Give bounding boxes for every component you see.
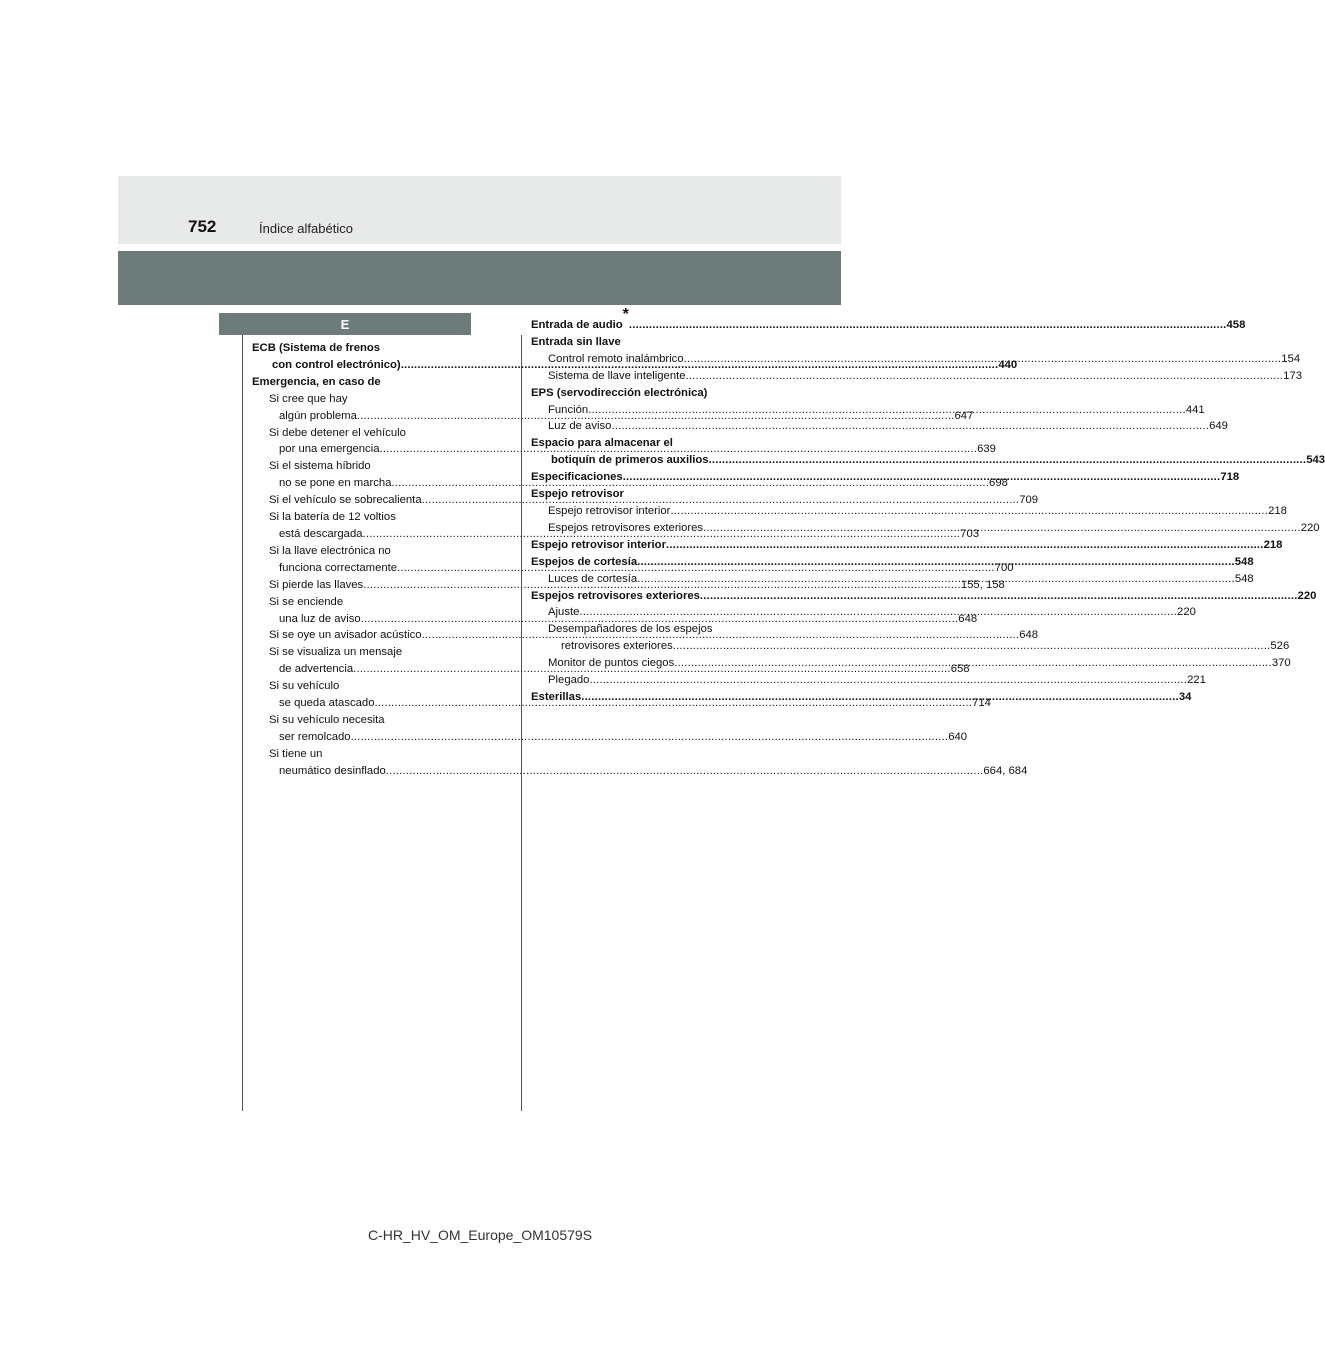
document-footer: C-HR_HV_OM_Europe_OM10579S xyxy=(367,1227,593,1243)
index-entry-term: de advertencia xyxy=(279,663,354,676)
index-entry-page[interactable]: 703 xyxy=(960,527,980,540)
index-entry-page[interactable]: 647 xyxy=(954,409,974,422)
index-heading: Si tiene un xyxy=(269,747,323,760)
index-entry-page[interactable]: 173 xyxy=(1283,369,1303,382)
index-heading: Si se visualiza un mensaje xyxy=(269,646,403,659)
dot-leader xyxy=(637,571,1235,588)
index-entry-term: Si se oye un avisador acústico xyxy=(269,629,422,642)
index-entry-term: con control electrónico) xyxy=(272,358,401,371)
dot-leader xyxy=(589,672,1187,689)
index-entry-page[interactable]: 640 xyxy=(948,730,968,743)
index-entry-page[interactable]: 440 xyxy=(998,358,1018,371)
index-entry-page[interactable]: 700 xyxy=(994,561,1014,574)
dot-leader xyxy=(703,520,1301,537)
index-entry-term: Espejos retrovisores exteriores xyxy=(531,589,700,602)
index-entry-page[interactable]: 548 xyxy=(1234,555,1254,568)
page-title: Índice alfabético xyxy=(259,221,353,236)
dot-leader xyxy=(629,317,1227,334)
index-entry-term: no se pone en marcha xyxy=(279,477,392,490)
section-letter-bar xyxy=(219,313,471,335)
index-entry xyxy=(531,672,1206,689)
index-entry-term: Plegado xyxy=(548,674,590,687)
index-entry xyxy=(531,306,1246,334)
dot-leader xyxy=(673,638,1271,655)
index-entry-page[interactable]: 639 xyxy=(977,443,996,456)
index-entry-page[interactable]: 658 xyxy=(950,663,970,676)
index-entry-term: retrovisores exteriores xyxy=(561,640,673,653)
index-entry-page[interactable]: 220 xyxy=(1177,606,1196,619)
index-heading: EPS (servodirección electrónica) xyxy=(531,386,708,399)
index-heading: Si su vehículo necesita xyxy=(269,713,385,726)
index-entry-term: Espejos de cortesía xyxy=(531,555,638,568)
index-entry-page[interactable]: 664, 684 xyxy=(983,764,1028,777)
index-entry-term: Luz de aviso xyxy=(548,420,612,433)
index-entry-term: Control remoto inalámbrico xyxy=(548,352,684,365)
index-entry-page[interactable]: 221 xyxy=(1187,674,1206,687)
index-heading: Si debe detener el vehículo xyxy=(269,426,406,439)
index-entry-term: una luz de aviso xyxy=(279,612,361,625)
index-entry-term: por una emergencia xyxy=(279,443,380,456)
index-entry-term: algún problema xyxy=(279,409,357,422)
index-heading: Entrada sin llave xyxy=(531,335,621,348)
index-entry-term: botiquín de primeros auxilios xyxy=(551,454,709,467)
index-entry-page[interactable]: 548 xyxy=(1234,572,1254,585)
index-entry-term: neumático desinflado xyxy=(279,764,386,777)
dot-leader xyxy=(581,689,1179,706)
index-entry-term: Si el vehículo se sobrecalienta xyxy=(269,494,422,507)
index-entry-term: Espejos retrovisores exteriores xyxy=(548,521,704,534)
index-entry-term: Espejo retrovisor interior xyxy=(531,538,666,551)
index-heading: Si la llave electrónica no xyxy=(269,544,391,557)
header-top-bar xyxy=(118,176,841,244)
dot-leader xyxy=(674,655,1272,672)
index-entry-term: Ajuste xyxy=(548,606,580,619)
index-entry xyxy=(252,763,1028,780)
index-entry-page[interactable]: 155, 158 xyxy=(960,578,1005,591)
dot-leader xyxy=(700,588,1298,605)
index-heading: ECB (Sistema de frenos xyxy=(252,342,381,354)
index-heading: Si cree que hay xyxy=(269,392,348,405)
index-heading: Desempañadores de los espejos xyxy=(548,623,713,636)
index-entry-page[interactable]: 220 xyxy=(1300,521,1320,534)
index-entry xyxy=(531,537,1283,554)
index-heading: Si el sistema híbrido xyxy=(269,460,371,473)
index-entry-page[interactable]: 543 xyxy=(1306,454,1325,467)
dot-leader xyxy=(611,418,1209,435)
dot-leader xyxy=(686,368,1284,385)
dot-leader xyxy=(386,763,984,780)
index-entry xyxy=(531,418,1228,435)
index-entry-page[interactable]: 526 xyxy=(1270,640,1290,653)
index-heading: Emergencia, en caso de xyxy=(252,375,381,388)
index-entry-page[interactable]: 218 xyxy=(1268,504,1287,517)
index-entry-term: Luces de cortesía xyxy=(548,572,638,585)
index-entry-page[interactable]: 370 xyxy=(1271,657,1291,670)
index-entry-page[interactable]: 458 xyxy=(1226,319,1246,331)
header-band xyxy=(118,251,841,305)
dot-leader xyxy=(351,729,949,746)
index-entry-page[interactable]: 698 xyxy=(989,477,1008,490)
index-entry-page[interactable]: 648 xyxy=(958,612,978,625)
left-column-divider xyxy=(242,335,243,1111)
index-entry-page[interactable]: 714 xyxy=(972,697,991,710)
index-heading: Si se enciende xyxy=(269,595,344,608)
index-entry xyxy=(531,503,1287,520)
dot-leader xyxy=(709,452,1307,469)
section-letter: E xyxy=(340,316,350,332)
dot-leader xyxy=(588,402,1186,419)
index-heading: Espacio para almacenar el xyxy=(531,437,673,450)
index-entry-term: Sistema de llave inteligente xyxy=(548,369,686,382)
index-entry-term: Monitor de puntos ciegos xyxy=(548,657,675,670)
dot-leader xyxy=(670,503,1268,520)
index-entry-page[interactable]: 718 xyxy=(1220,471,1240,484)
index-entry-term: se queda atascado xyxy=(279,697,375,710)
index-entry-term: Espejo retrovisor interior xyxy=(548,504,671,517)
index-entry xyxy=(531,588,1317,605)
asterisk-mark: * xyxy=(622,306,629,323)
page-number: 752 xyxy=(188,217,217,236)
index-heading: Si su vehículo xyxy=(269,680,340,693)
index-entry-page[interactable]: 709 xyxy=(1019,494,1039,507)
index-entry-page[interactable]: 220 xyxy=(1297,589,1317,602)
index-entry-term: Función xyxy=(548,403,589,416)
index-entry xyxy=(252,729,968,746)
index-entry-page[interactable]: 649 xyxy=(1209,420,1228,433)
index-entry-term: Entrada de audio xyxy=(531,319,623,331)
dot-leader xyxy=(637,554,1235,571)
index-entry xyxy=(531,452,1325,469)
index-entry-term: ser remolcado xyxy=(279,730,351,743)
index-entry-page[interactable]: 218 xyxy=(1263,538,1283,551)
index-entry-page[interactable]: 34 xyxy=(1178,690,1192,703)
index-entry-page[interactable]: 648 xyxy=(1019,629,1039,642)
index-heading: Si la batería de 12 voltios xyxy=(269,511,396,524)
index-entry-page[interactable]: 441 xyxy=(1185,403,1205,416)
index-entry xyxy=(531,368,1303,385)
index-entry-term: Especificaciones xyxy=(531,471,623,484)
index-entry-page[interactable]: 154 xyxy=(1281,352,1301,365)
dot-leader xyxy=(684,351,1282,368)
dot-leader xyxy=(666,537,1264,554)
index-heading: Espejo retrovisor xyxy=(531,488,624,501)
index-entry-term: Esterillas xyxy=(531,690,582,703)
dot-leader xyxy=(579,604,1177,621)
index-entry-term: funciona correctamente xyxy=(279,561,398,574)
index-entry-term: Si pierde las llaves xyxy=(269,578,364,591)
index-entry xyxy=(531,638,1290,655)
dot-leader xyxy=(623,469,1221,486)
index-entry-term: está descargada xyxy=(279,527,363,540)
